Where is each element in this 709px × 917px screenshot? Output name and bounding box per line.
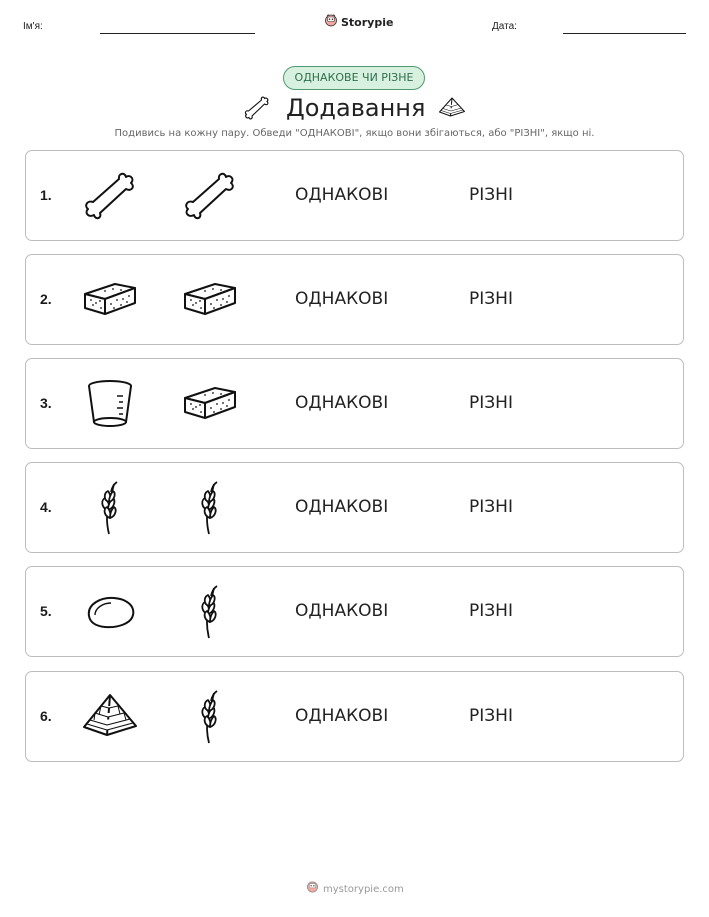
option-same[interactable]: ОДНАКОВІ bbox=[295, 185, 389, 205]
row-number: 3. bbox=[40, 395, 52, 411]
option-different[interactable]: РІЗНІ bbox=[469, 393, 513, 413]
bone-icon bbox=[181, 168, 239, 224]
option-same[interactable]: ОДНАКОВІ bbox=[295, 706, 389, 726]
brand-name: Storypie bbox=[341, 16, 394, 29]
sponge-icon bbox=[181, 272, 239, 328]
date-input-line[interactable] bbox=[563, 33, 686, 34]
storypie-mascot-icon bbox=[306, 880, 319, 898]
row-number: 6. bbox=[40, 708, 52, 724]
option-different[interactable]: РІЗНІ bbox=[469, 289, 513, 309]
option-same[interactable]: ОДНАКОВІ bbox=[295, 393, 389, 413]
exercise-row bbox=[25, 671, 684, 762]
footer-url[interactable]: mystorypie.com bbox=[323, 883, 404, 895]
option-different[interactable]: РІЗНІ bbox=[469, 185, 513, 205]
row-number: 4. bbox=[40, 499, 52, 515]
row-number: 1. bbox=[40, 187, 52, 203]
pebble-icon bbox=[81, 584, 139, 640]
measuring-cup-icon bbox=[81, 376, 139, 432]
row-number: 2. bbox=[40, 291, 52, 307]
exercise-row bbox=[25, 566, 684, 657]
footer bbox=[306, 880, 404, 898]
name-label: Ім'я: bbox=[23, 21, 43, 32]
wheat-icon bbox=[181, 689, 239, 745]
category-badge: ОДНАКОВЕ ЧИ РІЗНЕ bbox=[283, 66, 425, 90]
wheat-icon bbox=[81, 480, 139, 536]
pyramid-icon bbox=[81, 689, 139, 745]
storypie-mascot-icon bbox=[324, 13, 338, 32]
pyramid-icon bbox=[437, 94, 467, 127]
page-title: Додавання bbox=[286, 94, 426, 122]
row-number: 5. bbox=[40, 603, 52, 619]
wheat-icon bbox=[181, 480, 239, 536]
exercise-row bbox=[25, 358, 684, 449]
sponge-icon bbox=[81, 272, 139, 328]
instructions: Подивись на кожну пару. Обведи "ОДНАКОВІ", якщо вони збігаються, або "РІЗНІ", якщо ні. bbox=[114, 128, 595, 139]
brand-logo bbox=[324, 13, 393, 32]
option-same[interactable]: ОДНАКОВІ bbox=[295, 497, 389, 517]
option-different[interactable]: РІЗНІ bbox=[469, 497, 513, 517]
name-input-line[interactable] bbox=[100, 33, 255, 34]
sponge-icon bbox=[181, 376, 239, 432]
bone-icon bbox=[242, 94, 272, 127]
exercise-row bbox=[25, 254, 684, 345]
option-same[interactable]: ОДНАКОВІ bbox=[295, 601, 389, 621]
wheat-icon bbox=[181, 584, 239, 640]
date-label: Дата: bbox=[492, 21, 517, 32]
option-same[interactable]: ОДНАКОВІ bbox=[295, 289, 389, 309]
exercise-row bbox=[25, 150, 684, 241]
bone-icon bbox=[81, 168, 139, 224]
exercise-row bbox=[25, 462, 684, 553]
option-different[interactable]: РІЗНІ bbox=[469, 706, 513, 726]
option-different[interactable]: РІЗНІ bbox=[469, 601, 513, 621]
